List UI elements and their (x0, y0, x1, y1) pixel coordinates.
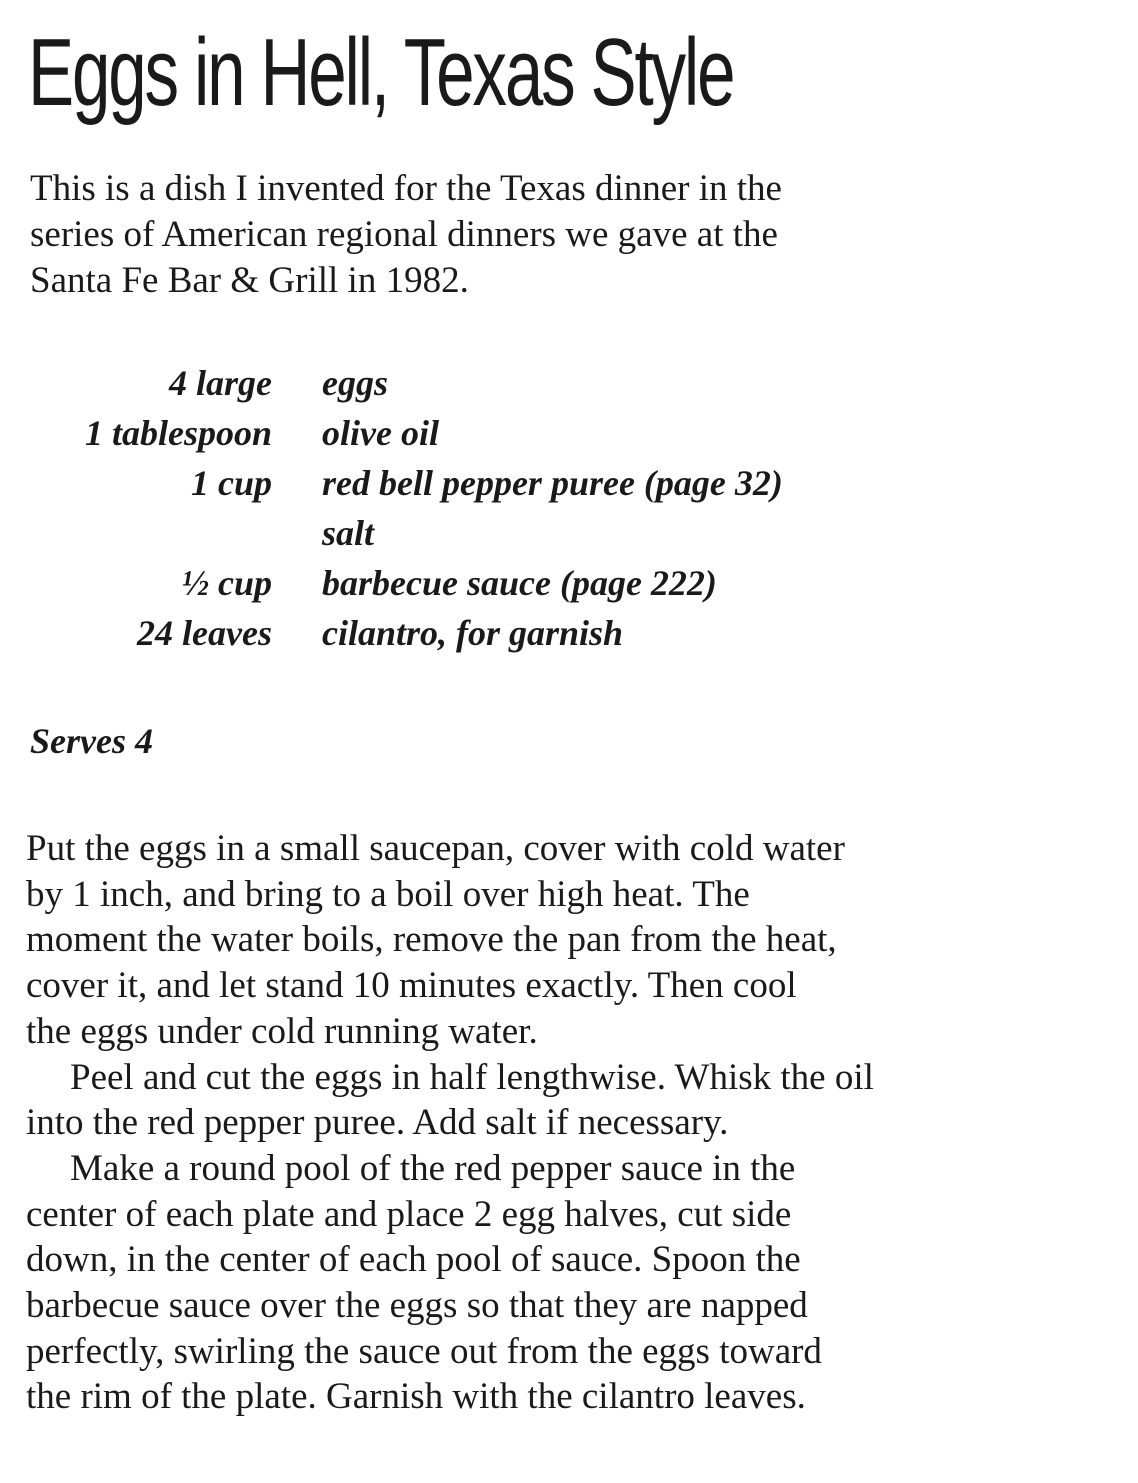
method-line: by 1 inch, and bring to a boil over high heat. The (26, 873, 750, 915)
ingredient-quantity: ½ cup (182, 563, 272, 603)
ingredient-row (0, 558, 1138, 608)
serves-count: Serves 4 (30, 721, 153, 761)
method-line: moment the water boils, remove the pan from the heat, (26, 919, 837, 961)
ingredient-name: eggs (322, 363, 388, 403)
ingredient-list (0, 358, 1138, 658)
ingredient-row (0, 508, 1138, 558)
method-line: barbecue sauce over the eggs so that they are napped (26, 1285, 808, 1327)
recipe-method (26, 826, 874, 1420)
method-line: perfectly, swirling the sauce out from the eggs toward (26, 1330, 822, 1372)
ingredient-name: barbecue sauce (page 222) (322, 563, 717, 603)
ingredient-row (0, 408, 1138, 458)
ingredient-row (0, 358, 1138, 408)
ingredient-row (0, 608, 1138, 658)
ingredient-quantity: 24 leaves (137, 613, 272, 653)
method-line: cover it, and let stand 10 minutes exactly. Then cool (26, 965, 797, 1007)
ingredient-name: salt (322, 513, 375, 553)
method-line: down, in the center of each pool of sauce. Spoon the (26, 1239, 801, 1281)
ingredient-quantity: 1 cup (191, 463, 272, 503)
method-line: the eggs under cold running water. (26, 1010, 538, 1052)
method-line: Make a round pool of the red pepper sauce in the (70, 1147, 796, 1189)
ingredient-name: olive oil (322, 413, 439, 453)
method-line: into the red pepper puree. Add salt if necessary. (26, 1102, 729, 1144)
ingredient-quantity: 4 large (169, 363, 272, 403)
ingredient-row (0, 458, 1138, 508)
recipe-intro (30, 166, 782, 304)
ingredient-quantity: 1 tablespoon (84, 413, 272, 453)
ingredient-name: red bell pepper puree (page 32) (322, 463, 783, 503)
intro-line: Santa Fe Bar & Grill in 1982. (30, 260, 469, 301)
ingredient-name: cilantro, for garnish (322, 613, 624, 653)
recipe-title: Eggs in Hell, Texas Style (28, 19, 734, 126)
method-line: Peel and cut the eggs in half lengthwise. Whisk the oil (70, 1056, 874, 1098)
method-line: center of each plate and place 2 egg halves, cut side (26, 1193, 792, 1235)
method-line: Put the eggs in a small saucepan, cover with cold water (26, 828, 845, 869)
intro-line: series of American regional dinners we gave at the (30, 214, 778, 255)
method-line: the rim of the plate. Garnish with the cilantro leaves. (26, 1376, 806, 1418)
intro-line: This is a dish I invented for the Texas dinner in the (30, 168, 782, 209)
